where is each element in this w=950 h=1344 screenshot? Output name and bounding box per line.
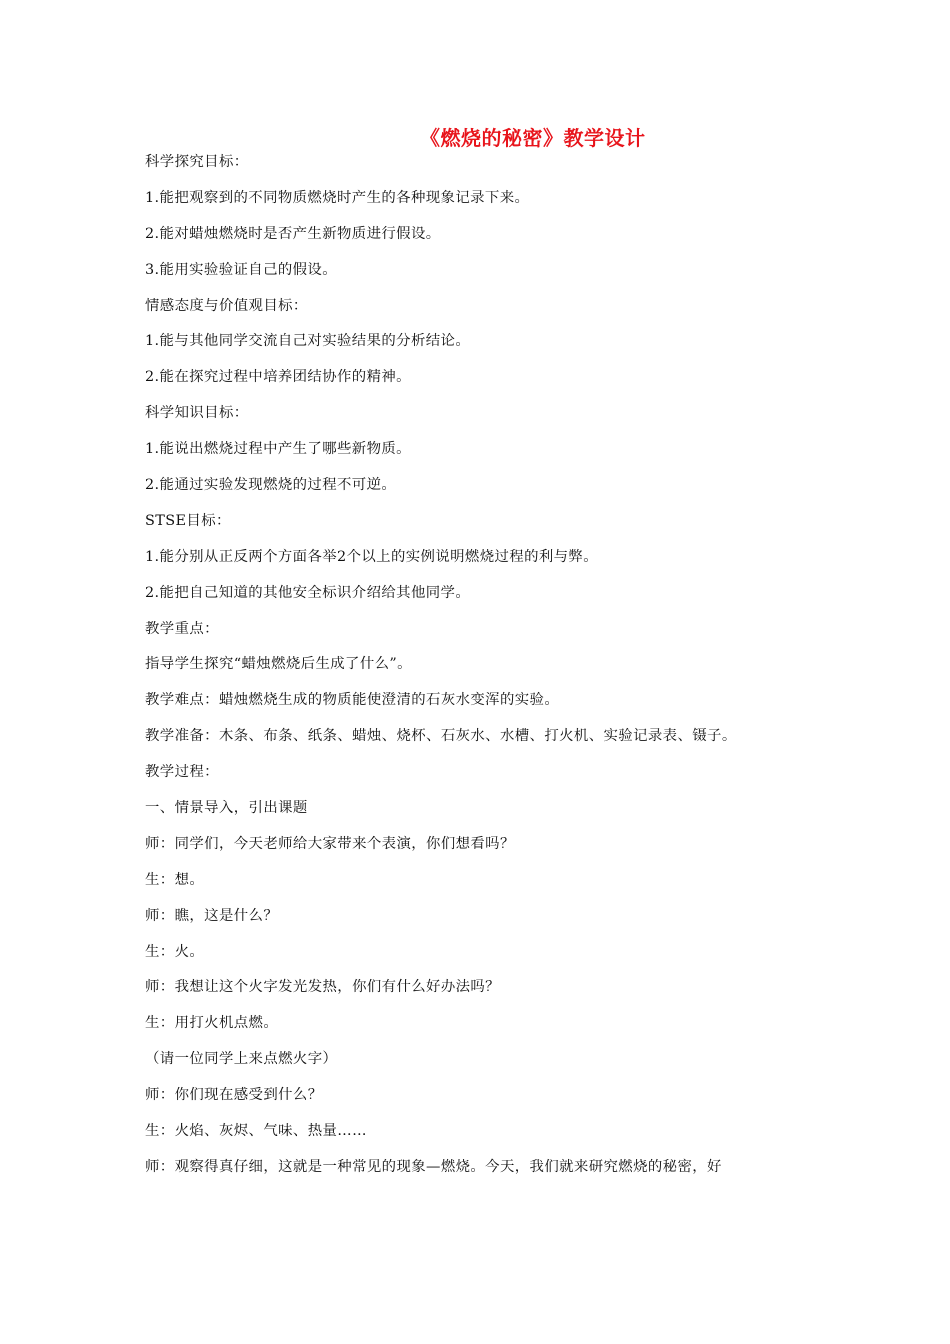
paragraph-line: 1.能分别从正反两个方面各举2个以上的实例说明燃烧过程的利与弊。 <box>145 548 599 565</box>
section-heading-stse-goals: STSE目标： <box>145 512 231 529</box>
dialogue-line: 生：火。 <box>145 943 205 960</box>
paragraph-line: 1.能把观察到的不同物质燃烧时产生的各种现象记录下来。 <box>145 189 530 206</box>
dialogue-line: 生：想。 <box>145 871 205 888</box>
section-heading-knowledge-goals: 科学知识目标： <box>145 405 249 422</box>
dialogue-line: 师：瞧，这是什么？ <box>145 907 279 924</box>
document-body <box>145 152 835 1193</box>
paragraph-line: 一、情景导入，引出课题 <box>145 800 308 817</box>
dialogue-line: 师：观察得真仔细，这就是一种常见的现象—燃烧。今天，我们就来研究燃烧的秘密，好 <box>145 1158 722 1175</box>
paragraph-line: 1.能说出燃烧过程中产生了哪些新物质。 <box>145 441 411 458</box>
paragraph-line: 2.能在探究过程中培养团结协作的精神。 <box>145 369 411 386</box>
dialogue-line: 师：同学们，今天老师给大家带来个表演，你们想看吗？ <box>145 835 515 852</box>
paragraph-line: 1.能与其他同学交流自己对实验结果的分析结论。 <box>145 333 471 350</box>
stage-direction-line: （请一位同学上来点燃火字） <box>145 1051 338 1068</box>
document-title: 《燃烧的秘密》教学设计 <box>420 126 646 150</box>
section-heading-attitude-goals: 情感态度与价值观目标： <box>145 297 308 314</box>
paragraph-line: 教学难点：蜡烛燃烧生成的物质能使澄清的石灰水变浑的实验。 <box>145 692 560 709</box>
dialogue-line: 师：我想让这个火字发光发热，你们有什么好办法吗？ <box>145 979 500 996</box>
paragraph-line: 指导学生探究“蜡烛燃烧后生成了什么”。 <box>145 656 412 673</box>
paragraph-line: 2.能把自己知道的其他安全标识介绍给其他同学。 <box>145 584 471 601</box>
dialogue-line: 生：火焰、灰烬、气味、热量…… <box>145 1123 367 1140</box>
section-heading-process: 教学过程： <box>145 764 219 781</box>
section-heading-inquiry-goals: 科学探究目标： <box>145 154 249 170</box>
dialogue-line: 生：用打火机点燃。 <box>145 1015 279 1032</box>
paragraph-line: 2.能对蜡烛燃烧时是否产生新物质进行假设。 <box>145 225 441 242</box>
section-heading-key-points: 教学重点： <box>145 620 219 637</box>
paragraph-line: 3.能用实验验证自己的假设。 <box>145 261 338 278</box>
dialogue-line: 师：你们现在感受到什么？ <box>145 1087 323 1104</box>
paragraph-line: 2.能通过实验发现燃烧的过程不可逆。 <box>145 477 397 494</box>
paragraph-line: 教学准备：木条、布条、纸条、蜡烛、烧杯、石灰水、水槽、打火机、实验记录表、镊子。 <box>145 728 737 745</box>
